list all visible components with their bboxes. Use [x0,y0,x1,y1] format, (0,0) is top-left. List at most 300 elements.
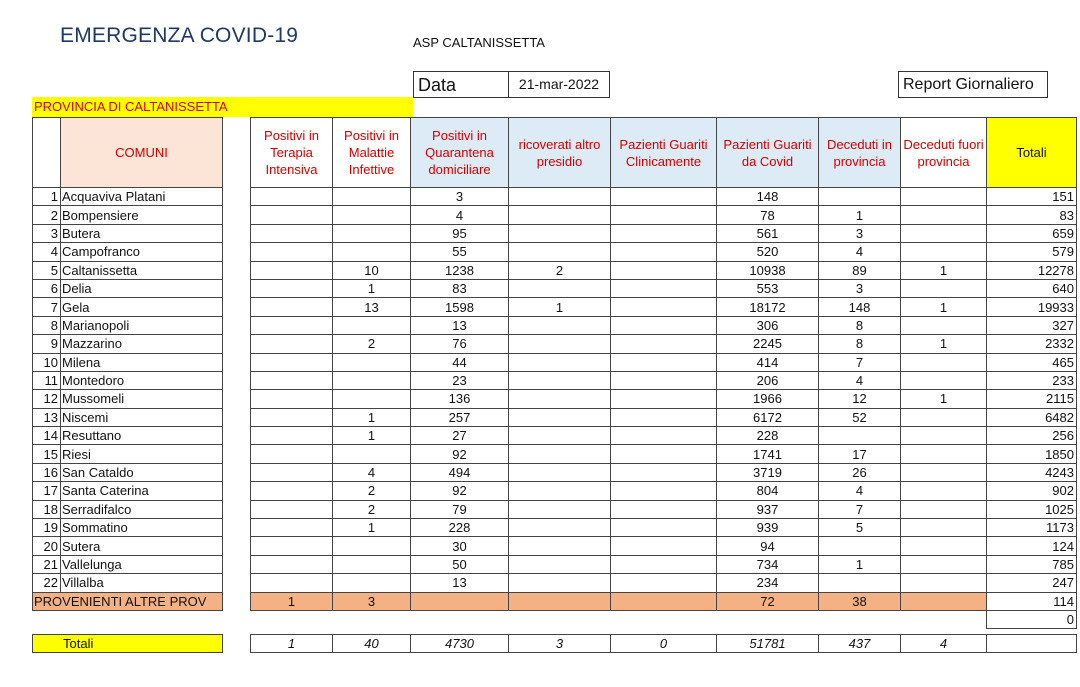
table-row [33,555,1077,573]
value-df [901,188,987,206]
row-total: 465 [987,353,1077,371]
comune-name: Acquaviva Platani [61,188,223,206]
value-df [901,445,987,463]
altre-dp: 38 [819,592,901,610]
value-gd: 804 [717,482,819,500]
value-df: 1 [901,298,987,316]
value-rp [509,371,611,389]
value-ti [251,243,333,261]
table-row [33,574,1077,592]
value-ti [251,371,333,389]
comune-name: Mazzarino [61,335,223,353]
value-dp: 8 [819,316,901,334]
row-total: 659 [987,224,1077,242]
totali-rp: 3 [509,634,611,652]
table-row [33,500,1077,518]
value-dp: 148 [819,298,901,316]
row-total: 902 [987,482,1077,500]
gap-cell [223,298,251,316]
altre-df [901,592,987,610]
value-gc [611,353,717,371]
totali-ti: 1 [251,634,333,652]
value-rp [509,353,611,371]
table-row [33,390,1077,408]
value-qd: 79 [411,500,509,518]
row-total: 83 [987,206,1077,224]
value-rp [509,445,611,463]
value-rp [509,482,611,500]
row-number: 12 [33,390,61,408]
totali-label: Totali [33,634,223,652]
gap-cell [223,463,251,481]
table-row [33,279,1077,297]
value-gd: 414 [717,353,819,371]
value-gd: 2245 [717,335,819,353]
row-number: 19 [33,519,61,537]
value-gd: 10938 [717,261,819,279]
header-row [33,118,1077,188]
row-number: 11 [33,371,61,389]
row-total: 1173 [987,519,1077,537]
value-dp: 4 [819,371,901,389]
value-gc [611,408,717,426]
value-df [901,371,987,389]
gap-cell [223,482,251,500]
value-ti [251,206,333,224]
value-qd: 55 [411,243,509,261]
empty-cell [223,610,251,628]
empty-cell [333,610,411,628]
value-gd: 553 [717,279,819,297]
value-df [901,574,987,592]
value-gc [611,537,717,555]
totali-gd: 51781 [717,634,819,652]
value-gd: 148 [717,188,819,206]
row-number: 1 [33,188,61,206]
value-ti [251,335,333,353]
comune-name: Mussomeli [61,390,223,408]
value-rp [509,390,611,408]
value-gd: 734 [717,555,819,573]
gap-cell [223,243,251,261]
row-number: 13 [33,408,61,426]
gap-cell [223,408,251,426]
value-ti [251,500,333,518]
table-row [33,371,1077,389]
value-qd: 1238 [411,261,509,279]
value-gd: 520 [717,243,819,261]
value-mi [333,224,411,242]
gap-cell [223,445,251,463]
header-gap-cell [223,118,251,188]
comune-name: Vallelunga [61,555,223,573]
value-gd: 939 [717,519,819,537]
value-gd: 228 [717,427,819,445]
row-total: 4243 [987,463,1077,481]
value-rp [509,224,611,242]
empty-cell [611,610,717,628]
value-mi: 1 [333,427,411,445]
value-gd: 206 [717,371,819,389]
value-gc [611,555,717,573]
value-ti [251,519,333,537]
value-qd: 494 [411,463,509,481]
value-gd: 1741 [717,445,819,463]
row-total: 1850 [987,445,1077,463]
value-ti [251,555,333,573]
row-number: 21 [33,555,61,573]
value-gc [611,243,717,261]
totali-qd: 4730 [411,634,509,652]
table-row [33,206,1077,224]
value-mi: 2 [333,335,411,353]
value-dp: 8 [819,335,901,353]
comune-name: San Cataldo [61,463,223,481]
value-dp: 17 [819,445,901,463]
gap-cell [223,592,251,610]
comune-name: Riesi [61,445,223,463]
value-qd: 136 [411,390,509,408]
province-label: PROVINCIA DI CALTANISSETTA [32,97,413,117]
comune-name: Milena [61,353,223,371]
value-df [901,224,987,242]
row-number: 3 [33,224,61,242]
row-number: 14 [33,427,61,445]
value-dp: 3 [819,224,901,242]
totali-df: 4 [901,634,987,652]
value-dp: 89 [819,261,901,279]
value-qd: 50 [411,555,509,573]
empty-cell [411,610,509,628]
col-comuni: COMUNI [61,118,223,188]
empty-cell [61,610,223,628]
altre-gc [611,592,717,610]
value-gc [611,371,717,389]
value-qd: 27 [411,427,509,445]
value-gc [611,463,717,481]
altre-prov-row [33,592,1077,610]
totali-row [33,634,1077,652]
value-mi [333,537,411,555]
value-qd: 76 [411,335,509,353]
gap-cell [223,261,251,279]
row-number: 8 [33,316,61,334]
totali-dp: 437 [819,634,901,652]
table-row [33,519,1077,537]
value-dp: 5 [819,519,901,537]
altre-prov-label: PROVENIENTI ALTRE PROV [33,592,223,610]
col-terapia-intensiva: Positivi in Terapia Intensiva [251,118,333,188]
page-title: EMERGENZA COVID-19 [60,24,299,47]
row-number: 17 [33,482,61,500]
row-total: 579 [987,243,1077,261]
value-gc [611,279,717,297]
empty-cell [717,610,819,628]
value-gd: 3719 [717,463,819,481]
row-total: 2332 [987,335,1077,353]
table-row [33,482,1077,500]
altre-qd [411,592,509,610]
table-row [33,316,1077,334]
value-dp: 26 [819,463,901,481]
value-dp: 1 [819,206,901,224]
gap-cell [223,316,251,334]
table-row [33,537,1077,555]
empty-total: 0 [987,610,1077,628]
totali-mi: 40 [333,634,411,652]
date-value: 21-mar-2022 [508,71,610,98]
gap-cell [223,206,251,224]
value-qd: 92 [411,445,509,463]
col-malattie-infettive: Positivi in Malattie Infettive [333,118,411,188]
value-qd: 23 [411,371,509,389]
value-mi: 10 [333,261,411,279]
value-gc [611,298,717,316]
value-ti [251,427,333,445]
comune-name: Sutera [61,537,223,555]
value-ti [251,188,333,206]
value-gd: 18172 [717,298,819,316]
comune-name: Villalba [61,574,223,592]
row-number: 20 [33,537,61,555]
row-number: 6 [33,279,61,297]
empty-row [33,610,1077,628]
value-df [901,279,987,297]
value-dp [819,427,901,445]
gap-cell [223,634,251,652]
value-mi [333,316,411,334]
empty-cell [819,610,901,628]
value-qd: 44 [411,353,509,371]
value-dp: 3 [819,279,901,297]
value-rp [509,463,611,481]
row-total: 785 [987,555,1077,573]
value-mi: 4 [333,463,411,481]
report-label: Report Giornaliero [898,71,1048,98]
value-qd: 95 [411,224,509,242]
value-ti [251,224,333,242]
gap-cell [223,188,251,206]
covid-table [32,117,1077,653]
value-df [901,243,987,261]
value-df [901,555,987,573]
comune-name: Bompensiere [61,206,223,224]
row-total: 233 [987,371,1077,389]
table-row [33,353,1077,371]
col-deceduti-fuori: Deceduti fuori provincia [901,118,987,188]
value-gc [611,390,717,408]
value-qd: 3 [411,188,509,206]
col-guariti-covid: Pazienti Guariti da Covid [717,118,819,188]
value-qd: 1598 [411,298,509,316]
altre-gd: 72 [717,592,819,610]
value-ti [251,408,333,426]
row-total: 640 [987,279,1077,297]
value-rp: 2 [509,261,611,279]
value-mi: 13 [333,298,411,316]
value-mi [333,555,411,573]
row-number: 15 [33,445,61,463]
value-rp [509,519,611,537]
col-totali: Totali [987,118,1077,188]
table-row [33,188,1077,206]
table-row [33,445,1077,463]
value-df [901,519,987,537]
value-ti [251,316,333,334]
value-gc [611,500,717,518]
value-rp [509,555,611,573]
value-rp [509,537,611,555]
row-total: 256 [987,427,1077,445]
value-gc [611,261,717,279]
table-row [33,298,1077,316]
value-df [901,408,987,426]
value-gc [611,482,717,500]
value-ti [251,353,333,371]
value-dp [819,537,901,555]
value-gc [611,427,717,445]
value-ti [251,574,333,592]
value-gd: 94 [717,537,819,555]
value-rp [509,243,611,261]
row-number: 22 [33,574,61,592]
table-row [33,261,1077,279]
value-df: 1 [901,335,987,353]
col-guariti-clinicamente: Pazienti Guariti Clinicamente [611,118,717,188]
value-rp [509,408,611,426]
gap-cell [223,537,251,555]
value-dp: 4 [819,243,901,261]
row-number: 5 [33,261,61,279]
value-gc [611,519,717,537]
page-subtitle: ASP CALTANISSETTA [413,35,545,50]
value-mi [333,206,411,224]
gap-cell [223,390,251,408]
value-qd: 13 [411,574,509,592]
empty-cell [509,610,611,628]
gap-cell [223,279,251,297]
value-mi [333,390,411,408]
comune-name: Gela [61,298,223,316]
empty-cell [901,610,987,628]
gap-cell [223,335,251,353]
value-mi [333,445,411,463]
value-df [901,537,987,555]
value-qd: 13 [411,316,509,334]
value-rp [509,335,611,353]
table-row [33,408,1077,426]
comune-name: Niscemi [61,408,223,426]
value-dp [819,574,901,592]
row-total: 19933 [987,298,1077,316]
row-total: 151 [987,188,1077,206]
gap-cell [223,519,251,537]
gap-cell [223,574,251,592]
gap-cell [223,555,251,573]
value-ti [251,463,333,481]
value-df [901,482,987,500]
row-total: 12278 [987,261,1077,279]
row-number: 7 [33,298,61,316]
value-df [901,427,987,445]
comune-name: Resuttano [61,427,223,445]
totali-gc: 0 [611,634,717,652]
row-number: 4 [33,243,61,261]
value-qd: 83 [411,279,509,297]
gap-cell [223,371,251,389]
value-qd: 92 [411,482,509,500]
value-qd: 4 [411,206,509,224]
row-total: 1025 [987,500,1077,518]
value-df [901,353,987,371]
altre-mi: 3 [333,592,411,610]
value-gc [611,206,717,224]
value-gd: 1966 [717,390,819,408]
comune-name: Santa Caterina [61,482,223,500]
row-total: 6482 [987,408,1077,426]
table-row [33,463,1077,481]
value-dp: 1 [819,555,901,573]
value-ti [251,537,333,555]
value-gc [611,445,717,463]
row-number: 2 [33,206,61,224]
row-number: 16 [33,463,61,481]
value-gd: 6172 [717,408,819,426]
value-mi [333,353,411,371]
value-ti [251,298,333,316]
value-rp [509,206,611,224]
empty-cell [251,610,333,628]
value-ti [251,445,333,463]
row-total: 2115 [987,390,1077,408]
value-mi: 2 [333,500,411,518]
col-ricoverati: ricoverati altro presidio [509,118,611,188]
gap-cell [223,353,251,371]
value-gc [611,224,717,242]
value-rp [509,316,611,334]
value-dp: 52 [819,408,901,426]
value-df [901,463,987,481]
value-qd: 30 [411,537,509,555]
value-mi: 1 [333,519,411,537]
value-dp: 4 [819,482,901,500]
value-rp [509,188,611,206]
col-deceduti-provincia: Deceduti in provincia [819,118,901,188]
comune-name: Sommatino [61,519,223,537]
altre-ti: 1 [251,592,333,610]
header-num-cell [33,118,61,188]
gap-cell [223,500,251,518]
empty-cell [33,610,61,628]
comune-name: Delia [61,279,223,297]
altre-rp [509,592,611,610]
value-mi [333,371,411,389]
value-mi: 2 [333,482,411,500]
table-row [33,335,1077,353]
value-df [901,500,987,518]
value-dp: 7 [819,500,901,518]
value-mi [333,574,411,592]
value-mi: 1 [333,279,411,297]
gap-cell [223,427,251,445]
value-rp: 1 [509,298,611,316]
value-gc [611,188,717,206]
value-ti [251,261,333,279]
value-mi [333,243,411,261]
row-total: 327 [987,316,1077,334]
value-rp [509,574,611,592]
value-df [901,206,987,224]
